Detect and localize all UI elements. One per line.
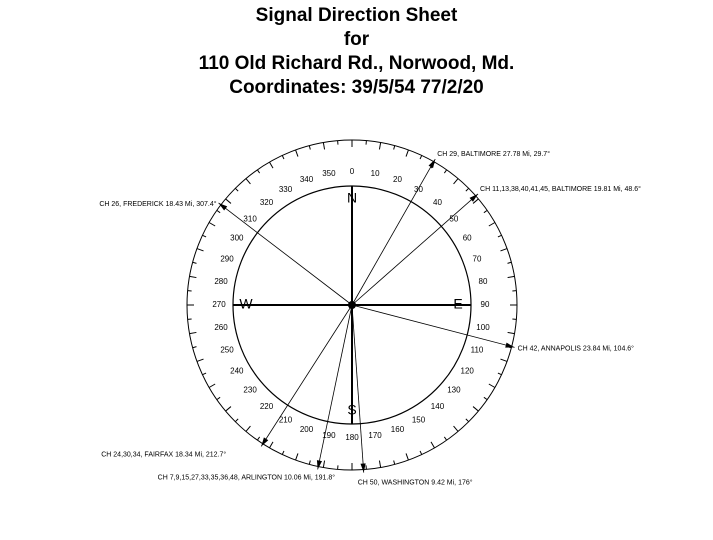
degree-tick (217, 397, 220, 399)
degree-label: 30 (414, 184, 423, 194)
degree-tick (500, 249, 507, 251)
address: 110 Old Richard Rd., Norwood, Md. (198, 53, 515, 74)
degree-tick (406, 453, 408, 460)
signal-line (318, 305, 352, 469)
degree-tick (444, 170, 446, 173)
degree-tick (309, 461, 310, 465)
degree-tick (202, 235, 206, 237)
degree-label: 280 (214, 277, 228, 287)
degree-tick (202, 373, 206, 375)
degree-tick (246, 426, 250, 431)
degree-tick (323, 461, 324, 468)
degree-label: 80 (478, 277, 488, 287)
degree-tick (394, 146, 395, 150)
degree-tick (193, 262, 197, 263)
degree-label: 70 (472, 254, 482, 264)
degree-tick (226, 199, 231, 203)
degree-tick (466, 419, 469, 422)
degree-tick (217, 210, 220, 212)
degree-label: 130 (447, 385, 461, 395)
degree-tick (296, 150, 298, 157)
degree-tick (484, 397, 487, 399)
degree-label: 10 (370, 169, 380, 179)
degree-label: 0 (349, 167, 355, 177)
degree-label: 230 (243, 385, 257, 395)
degree-tick (309, 146, 310, 150)
degree-tick (209, 384, 215, 388)
signal-arrowhead (505, 343, 514, 348)
degree-tick (454, 426, 458, 431)
degree-tick (257, 437, 259, 440)
degree-tick (323, 143, 324, 150)
degree-label: 340 (299, 175, 314, 185)
degree-tick (498, 235, 502, 237)
signal-line (352, 305, 364, 473)
degree-label: 160 (390, 425, 405, 435)
page-title: Signal Direction Sheet (255, 5, 458, 26)
degree-tick (193, 347, 197, 348)
cardinal-label-s: S (347, 401, 357, 418)
degree-label: 310 (243, 214, 257, 224)
degree-tick (197, 249, 204, 251)
degree-tick (379, 143, 380, 150)
degree-label: 260 (214, 323, 228, 333)
degree-tick (282, 155, 284, 159)
for-label: for (343, 29, 370, 50)
degree-tick (270, 162, 274, 168)
degree-label: 270 (212, 300, 226, 310)
degree-label: 210 (278, 415, 293, 425)
degree-label: 20 (393, 175, 402, 185)
degree-tick (190, 332, 197, 333)
coordinates: Coordinates: 39/5/54 77/2/20 (229, 77, 484, 98)
degree-tick (406, 150, 408, 157)
signal-arrowhead (317, 460, 322, 469)
degree-label: 200 (299, 425, 314, 435)
degree-label: 170 (368, 431, 382, 441)
signal-line (219, 203, 352, 305)
degree-label: 90 (480, 300, 490, 310)
degree-tick (489, 384, 495, 388)
degree-tick (282, 451, 284, 455)
center-point (348, 301, 356, 309)
degree-label: 290 (220, 254, 234, 264)
degree-tick (454, 179, 458, 184)
degree-tick (246, 179, 250, 184)
degree-tick (379, 461, 380, 468)
degree-label: 180 (345, 433, 359, 443)
degree-tick (498, 373, 502, 375)
degree-tick (444, 437, 446, 440)
degree-label: 350 (322, 169, 336, 179)
degree-label: 330 (278, 184, 293, 194)
cardinal-label-n: N (346, 189, 358, 206)
degree-tick (484, 210, 487, 212)
degree-label: 300 (230, 233, 244, 243)
degree-tick (420, 451, 422, 455)
signal-label: CH 11,13,38,40,41,45, BALTIMORE 19.81 Mi, 48.6° (480, 185, 641, 193)
degree-label: 150 (411, 415, 426, 425)
degree-tick (508, 276, 515, 277)
degree-label: 190 (322, 431, 336, 441)
signal-label: CH 29, BALTIMORE 27.78 Mi, 29.7° (437, 151, 551, 159)
signal-line (352, 305, 515, 347)
degree-tick (420, 155, 422, 159)
degree-tick (466, 188, 469, 191)
degree-label: 240 (230, 366, 244, 376)
degree-tick (296, 453, 298, 460)
degree-label: 140 (430, 401, 445, 411)
signal-label: CH 7,9,15,27,33,35,36,48, ARLINGTON 10.06 Mi, 191.8° (157, 474, 336, 482)
degree-tick (235, 419, 238, 422)
degree-label: 50 (449, 214, 459, 224)
degree-label: 100 (476, 323, 490, 333)
degree-label: 110 (470, 345, 484, 355)
degree-tick (257, 170, 259, 173)
signal-label: CH 42, ANNAPOLIS 23.84 Mi, 104.6° (517, 345, 634, 353)
degree-tick (431, 442, 435, 448)
degree-label: 250 (220, 345, 234, 355)
degree-label: 60 (462, 233, 472, 243)
degree-tick (508, 262, 512, 263)
degree-tick (270, 442, 274, 448)
degree-label: 120 (460, 366, 474, 376)
signal-label: CH 26, FREDERICK 18.43 Mi, 307.4° (99, 200, 217, 208)
cardinal-label-e: E (453, 295, 463, 312)
cardinal-label-w: W (239, 295, 253, 312)
degree-label: 320 (259, 198, 274, 208)
degree-label: 40 (433, 198, 442, 208)
degree-tick (226, 407, 231, 411)
signal-arrowhead (360, 463, 365, 472)
degree-tick (394, 461, 395, 465)
signal-label: CH 24,30,34, FAIRFAX 18.34 Mi, 212.7° (101, 451, 227, 459)
degree-tick (209, 223, 215, 227)
signal-label: CH 50, WASHINGTON 9.42 Mi, 176° (357, 479, 473, 487)
degree-tick (489, 223, 495, 227)
degree-tick (500, 359, 507, 361)
degree-tick (197, 359, 204, 361)
degree-tick (235, 188, 238, 191)
degree-label: 220 (259, 401, 274, 411)
signal-line (352, 194, 478, 305)
degree-tick (473, 407, 478, 411)
degree-tick (190, 276, 197, 277)
degree-tick (508, 332, 515, 333)
